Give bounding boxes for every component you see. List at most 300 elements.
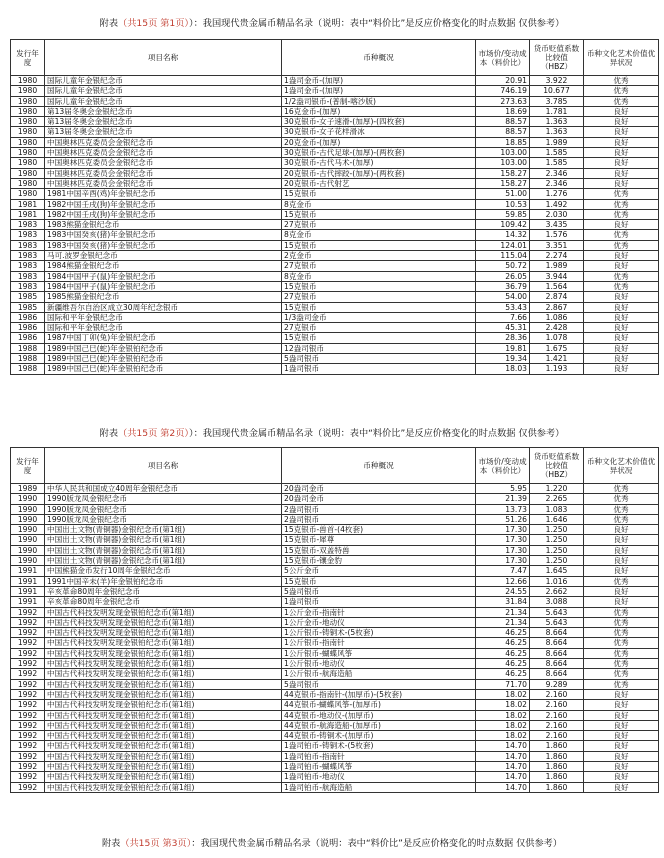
table-row <box>11 302 659 312</box>
cell-ratio: 59.85 <box>476 209 530 219</box>
cell-name: 中国古代科技发明发现金银铂纪念币(第1组) <box>45 700 282 710</box>
cell-year: 1988 <box>11 354 45 364</box>
cell-eval: 良好 <box>584 762 659 772</box>
cell-name: 1990版龙凤金银纪念币 <box>45 514 282 524</box>
table-row <box>11 127 659 137</box>
cell-eval: 优秀 <box>584 669 659 679</box>
cell-spec: 1盎司铂币-地动仪 <box>282 772 476 782</box>
cell-eval: 良好 <box>584 731 659 741</box>
caption-prefix: 附表 <box>101 838 121 849</box>
table-caption-page-3 <box>0 838 664 850</box>
cell-index: 1.989 <box>530 137 584 147</box>
cell-eval: 优秀 <box>584 281 659 291</box>
table-row <box>11 659 659 669</box>
cell-eval: 良好 <box>584 312 659 322</box>
cell-name: 1983中国癸亥(猪)年金银纪念币 <box>45 240 282 250</box>
cell-spec: 44克银币-地动仪-(加厚币) <box>282 710 476 720</box>
cell-spec: 12盎司银币 <box>282 343 476 353</box>
cell-name: 中国古代科技发明发现金银铂纪念币(第1组) <box>45 751 282 761</box>
cell-spec: 1盎司金币-(加厚) <box>282 86 476 96</box>
header-spec: 币种概况 <box>282 40 476 76</box>
cell-eval: 优秀 <box>584 514 659 524</box>
caption-page-info: （共15页 第1页） <box>118 18 189 29</box>
cell-year: 1992 <box>11 772 45 782</box>
cell-spec: 20克银币-古代摔跤-(加厚)-(两枚套) <box>282 168 476 178</box>
caption-title: ）：我国现代贵金属币精品名录（说明：表中“料价比”是反应价格变化的时点数据 仅供参考） <box>189 18 565 29</box>
cell-ratio: 36.79 <box>476 281 530 291</box>
cell-ratio: 5.95 <box>476 484 530 494</box>
table-row <box>11 220 659 230</box>
cell-name: 1989中国己巳(蛇)年金银铂纪念币 <box>45 343 282 353</box>
cell-index: 1.363 <box>530 127 584 137</box>
header-index: 货币贬值系数比较值（HBZ） <box>530 448 584 484</box>
cell-index: 10.677 <box>530 86 584 96</box>
table-row <box>11 86 659 96</box>
cell-ratio: 103.00 <box>476 158 530 168</box>
cell-name: 中国古代科技发明发现金银铂纪念币(第1组) <box>45 617 282 627</box>
cell-spec: 1盎司铂币-铸铜术-(5枚套) <box>282 741 476 751</box>
cell-name: 1984熊猫金银纪念币 <box>45 261 282 271</box>
table-row <box>11 762 659 772</box>
cell-ratio: 18.02 <box>476 720 530 730</box>
cell-ratio: 14.32 <box>476 230 530 240</box>
cell-year: 1990 <box>11 504 45 514</box>
cell-eval: 优秀 <box>584 628 659 638</box>
cell-name: 第13届冬奥会金银纪念币 <box>45 117 282 127</box>
cell-eval: 优秀 <box>584 679 659 689</box>
cell-spec: 15克银币-双盖特兽 <box>282 545 476 555</box>
cell-year: 1988 <box>11 343 45 353</box>
cell-year: 1992 <box>11 741 45 751</box>
cell-year: 1980 <box>11 106 45 116</box>
table-row <box>11 168 659 178</box>
cell-name: 中国奥林匹克委员会金银纪念币 <box>45 158 282 168</box>
cell-eval: 优秀 <box>584 271 659 281</box>
cell-eval: 良好 <box>584 323 659 333</box>
cell-spec: 27克银币 <box>282 261 476 271</box>
cell-index: 1.646 <box>530 514 584 524</box>
cell-year: 1992 <box>11 617 45 627</box>
table-row <box>11 240 659 250</box>
table-row <box>11 504 659 514</box>
cell-index: 2.160 <box>530 710 584 720</box>
cell-index: 9.289 <box>530 679 584 689</box>
cell-year: 1983 <box>11 281 45 291</box>
cell-spec: 30克银币-古代足球-(加厚)-(两枚套) <box>282 148 476 158</box>
cell-spec: 1盎司金币-(加厚) <box>282 76 476 86</box>
cell-name: 中国古代科技发明发现金银铂纪念币(第1组) <box>45 720 282 730</box>
table-row <box>11 617 659 627</box>
cell-eval: 良好 <box>584 168 659 178</box>
caption-title: ）：我国现代贵金属币精品名录（说明：表中“料价比”是反应价格变化的时点数据 仅供参考） <box>189 428 565 439</box>
table-row <box>11 178 659 188</box>
cell-index: 1.220 <box>530 484 584 494</box>
cell-index: 1.675 <box>530 343 584 353</box>
caption-prefix: 附表 <box>99 428 119 439</box>
table-row <box>11 148 659 158</box>
cell-name: 中国古代科技发明发现金银铂纪念币(第1组) <box>45 762 282 772</box>
cell-ratio: 20.91 <box>476 76 530 86</box>
cell-spec: 2盎司银币 <box>282 514 476 524</box>
cell-eval: 优秀 <box>584 576 659 586</box>
cell-year: 1980 <box>11 117 45 127</box>
cell-year: 1991 <box>11 597 45 607</box>
table-row <box>11 96 659 106</box>
cell-spec: 5盎司银币 <box>282 586 476 596</box>
cell-ratio: 10.53 <box>476 199 530 209</box>
cell-year: 1992 <box>11 659 45 669</box>
cell-name: 国际和平年金银纪念币 <box>45 323 282 333</box>
cell-year: 1992 <box>11 731 45 741</box>
cell-eval: 优秀 <box>584 199 659 209</box>
cell-index: 1.193 <box>530 364 584 374</box>
cell-spec: 44克银币-指南针-(加厚币)-(5枚套) <box>282 689 476 699</box>
table-row <box>11 638 659 648</box>
cell-ratio: 14.70 <box>476 751 530 761</box>
cell-ratio: 17.30 <box>476 525 530 535</box>
header-year: 发行年度 <box>11 448 45 484</box>
cell-eval: 良好 <box>584 782 659 792</box>
table-row <box>11 323 659 333</box>
cell-eval: 良好 <box>584 333 659 343</box>
cell-name: 1981中国辛酉(鸡)年金银纪念币 <box>45 189 282 199</box>
cell-eval: 优秀 <box>584 96 659 106</box>
cell-name: 中国出土文物(青铜器)金银纪念币(第1组) <box>45 545 282 555</box>
cell-name: 辛亥革命80周年金银纪念币 <box>45 586 282 596</box>
cell-year: 1980 <box>11 86 45 96</box>
cell-ratio: 31.84 <box>476 597 530 607</box>
cell-name: 1991中国辛未(羊)年金银铂纪念币 <box>45 576 282 586</box>
cell-spec: 44克银币-蝴蝶风筝-(加厚币) <box>282 700 476 710</box>
cell-eval: 良好 <box>584 137 659 147</box>
cell-index: 2.265 <box>530 494 584 504</box>
table-row <box>11 782 659 792</box>
cell-index: 2.160 <box>530 700 584 710</box>
cell-ratio: 53.43 <box>476 302 530 312</box>
cell-ratio: 50.72 <box>476 261 530 271</box>
cell-eval: 良好 <box>584 220 659 230</box>
cell-ratio: 14.70 <box>476 772 530 782</box>
header-name: 项目名称 <box>45 40 282 76</box>
cell-ratio: 17.30 <box>476 556 530 566</box>
cell-ratio: 124.01 <box>476 240 530 250</box>
table-row <box>11 292 659 302</box>
cell-ratio: 51.26 <box>476 514 530 524</box>
cell-eval: 优秀 <box>584 209 659 219</box>
cell-name: 中华人民共和国成立40周年金银纪念币 <box>45 484 282 494</box>
cell-index: 3.922 <box>530 76 584 86</box>
cell-year: 1992 <box>11 648 45 658</box>
cell-index: 2.346 <box>530 168 584 178</box>
cell-ratio: 158.27 <box>476 168 530 178</box>
cell-name: 中国古代科技发明发现金银铂纪念币(第1组) <box>45 607 282 617</box>
cell-index: 1.781 <box>530 106 584 116</box>
cell-index: 1.860 <box>530 741 584 751</box>
cell-year: 1992 <box>11 700 45 710</box>
cell-index: 2.274 <box>530 251 584 261</box>
cell-ratio: 14.70 <box>476 762 530 772</box>
cell-spec: 2盎司银币 <box>282 504 476 514</box>
cell-ratio: 17.30 <box>476 535 530 545</box>
cell-name: 1984中国甲子(鼠)年金银纪念币 <box>45 271 282 281</box>
cell-ratio: 109.42 <box>476 220 530 230</box>
cell-eval: 良好 <box>584 261 659 271</box>
cell-name: 1985熊猫金银纪念币 <box>45 292 282 302</box>
table-row <box>11 628 659 638</box>
cell-ratio: 13.73 <box>476 504 530 514</box>
cell-index: 8.664 <box>530 648 584 658</box>
table-row <box>11 76 659 86</box>
cell-name: 中国熊猫金币发行10周年金银纪念币 <box>45 566 282 576</box>
cell-spec: 5公斤金币 <box>282 566 476 576</box>
cell-index: 8.664 <box>530 628 584 638</box>
cell-eval: 良好 <box>584 251 659 261</box>
cell-eval: 优秀 <box>584 607 659 617</box>
caption-prefix: 附表 <box>99 18 119 29</box>
cell-index: 1.086 <box>530 312 584 322</box>
table-row <box>11 106 659 116</box>
table-row <box>11 137 659 147</box>
cell-year: 1992 <box>11 710 45 720</box>
cell-spec: 1/2盎司银币-(普制-喀沙版) <box>282 96 476 106</box>
cell-year: 1990 <box>11 514 45 524</box>
cell-eval: 优秀 <box>584 648 659 658</box>
table-row <box>11 576 659 586</box>
cell-eval: 良好 <box>584 710 659 720</box>
cell-ratio: 7.66 <box>476 312 530 322</box>
cell-name: 1983熊猫金银纪念币 <box>45 220 282 230</box>
cell-spec: 15克银币-镶金豹 <box>282 556 476 566</box>
cell-name: 中国古代科技发明发现金银铂纪念币(第1组) <box>45 679 282 689</box>
cell-index: 1.585 <box>530 158 584 168</box>
cell-ratio: 19.34 <box>476 354 530 364</box>
cell-eval: 良好 <box>584 525 659 535</box>
table-row <box>11 525 659 535</box>
cell-year: 1991 <box>11 566 45 576</box>
cell-eval: 良好 <box>584 545 659 555</box>
cell-year: 1990 <box>11 535 45 545</box>
cell-index: 8.664 <box>530 669 584 679</box>
cell-ratio: 45.31 <box>476 323 530 333</box>
cell-year: 1981 <box>11 209 45 219</box>
cell-ratio: 18.03 <box>476 364 530 374</box>
cell-eval: 优秀 <box>584 638 659 648</box>
cell-index: 2.160 <box>530 720 584 730</box>
cell-index: 3.944 <box>530 271 584 281</box>
cell-index: 8.664 <box>530 638 584 648</box>
cell-ratio: 7.47 <box>476 566 530 576</box>
cell-year: 1983 <box>11 220 45 230</box>
table-row <box>11 364 659 374</box>
cell-eval: 良好 <box>584 720 659 730</box>
cell-index: 1.250 <box>530 545 584 555</box>
cell-index: 2.160 <box>530 689 584 699</box>
cell-eval: 优秀 <box>584 494 659 504</box>
cell-spec: 1公斤银币-地动仪 <box>282 659 476 669</box>
cell-name: 中国古代科技发明发现金银铂纪念币(第1组) <box>45 772 282 782</box>
header-ratio: 市场价/变动成本（料价比） <box>476 40 530 76</box>
table-row <box>11 772 659 782</box>
cell-ratio: 12.66 <box>476 576 530 586</box>
cell-ratio: 71.70 <box>476 679 530 689</box>
header-index: 货币贬值系数比较值（HBZ） <box>530 40 584 76</box>
cell-ratio: 18.69 <box>476 106 530 116</box>
table-row <box>11 261 659 271</box>
cell-name: 国际儿童年金银纪念币 <box>45 76 282 86</box>
header-eval: 币种文化艺术价值优异状况 <box>584 40 659 76</box>
cell-index: 1.083 <box>530 504 584 514</box>
table-row <box>11 545 659 555</box>
cell-index: 2.160 <box>530 731 584 741</box>
cell-spec: 44克银币-航海造船-(加厚币) <box>282 720 476 730</box>
cell-year: 1983 <box>11 251 45 261</box>
cell-ratio: 24.55 <box>476 586 530 596</box>
cell-spec: 8克金币 <box>282 199 476 209</box>
cell-year: 1988 <box>11 364 45 374</box>
cell-spec: 5盎司银币 <box>282 679 476 689</box>
cell-spec: 1/3盎司金币 <box>282 312 476 322</box>
cell-spec: 1盎司铂币-指南针 <box>282 751 476 761</box>
cell-spec: 15克银币-犀尊 <box>282 535 476 545</box>
cell-year: 1992 <box>11 751 45 761</box>
cell-eval: 良好 <box>584 106 659 116</box>
cell-ratio: 46.25 <box>476 659 530 669</box>
cell-index: 3.351 <box>530 240 584 250</box>
cell-name: 中国古代科技发明发现金银铂纪念币(第1组) <box>45 638 282 648</box>
cell-year: 1992 <box>11 689 45 699</box>
cell-index: 1.860 <box>530 772 584 782</box>
table-row <box>11 669 659 679</box>
cell-spec: 1公斤金币-地动仪 <box>282 617 476 627</box>
table-row <box>11 586 659 596</box>
cell-name: 第13届冬奥会金银纪念币 <box>45 106 282 116</box>
cell-index: 1.645 <box>530 566 584 576</box>
table-row <box>11 189 659 199</box>
cell-spec: 15克银币 <box>282 281 476 291</box>
table-row <box>11 333 659 343</box>
cell-ratio: 88.57 <box>476 117 530 127</box>
cell-name: 中国奥林匹克委员会金银纪念币 <box>45 168 282 178</box>
cell-year: 1992 <box>11 607 45 617</box>
cell-index: 1.564 <box>530 281 584 291</box>
cell-year: 1990 <box>11 525 45 535</box>
cell-year: 1990 <box>11 556 45 566</box>
cell-name: 国际和平年金银纪念币 <box>45 312 282 322</box>
caption-page-info: （共15页 第2页） <box>118 428 189 439</box>
cell-index: 1.421 <box>530 354 584 364</box>
cell-index: 1.860 <box>530 751 584 761</box>
cell-eval: 良好 <box>584 741 659 751</box>
cell-eval: 良好 <box>584 751 659 761</box>
cell-ratio: 88.57 <box>476 127 530 137</box>
cell-name: 中国出土文物(青铜器)金银纪念币(第1组) <box>45 535 282 545</box>
cell-spec: 20克金币-(加厚) <box>282 137 476 147</box>
cell-year: 1986 <box>11 333 45 343</box>
cell-year: 1986 <box>11 312 45 322</box>
cell-name: 辛亥革命80周年金银纪念币 <box>45 597 282 607</box>
cell-name: 1989中国己巳(蛇)年金银铂纪念币 <box>45 364 282 374</box>
cell-ratio: 21.34 <box>476 617 530 627</box>
cell-index: 2.662 <box>530 586 584 596</box>
cell-ratio: 17.30 <box>476 545 530 555</box>
cell-year: 1980 <box>11 168 45 178</box>
cell-eval: 良好 <box>584 364 659 374</box>
cell-spec: 15克银币 <box>282 576 476 586</box>
cell-spec: 8克金币 <box>282 271 476 281</box>
cell-name: 1984中国甲子(鼠)年金银纪念币 <box>45 281 282 291</box>
cell-index: 5.643 <box>530 617 584 627</box>
cell-eval: 优秀 <box>584 240 659 250</box>
cell-year: 1980 <box>11 127 45 137</box>
cell-eval: 良好 <box>584 597 659 607</box>
cell-year: 1981 <box>11 199 45 209</box>
cell-year: 1990 <box>11 494 45 504</box>
cell-index: 3.785 <box>530 96 584 106</box>
cell-eval: 优秀 <box>584 86 659 96</box>
cell-ratio: 46.25 <box>476 648 530 658</box>
cell-name: 1990版龙凤金银纪念币 <box>45 494 282 504</box>
cell-spec: 30克银币-古代马术-(加厚) <box>282 158 476 168</box>
cell-spec: 1公斤银币-铸铜术-(5枚套) <box>282 628 476 638</box>
header-name: 项目名称 <box>45 448 282 484</box>
cell-spec: 15克银币 <box>282 209 476 219</box>
cell-year: 1983 <box>11 240 45 250</box>
cell-name: 中国古代科技发明发现金银铂纪念币(第1组) <box>45 710 282 720</box>
cell-ratio: 46.25 <box>476 628 530 638</box>
table-row <box>11 209 659 219</box>
header-year: 发行年度 <box>11 40 45 76</box>
header-ratio: 市场价/变动成本（料价比） <box>476 448 530 484</box>
cell-ratio: 51.00 <box>476 189 530 199</box>
cell-eval: 优秀 <box>584 504 659 514</box>
cell-spec: 1公斤银币-蝴蝶风筝 <box>282 648 476 658</box>
cell-name: 中国古代科技发明发现金银铂纪念币(第1组) <box>45 628 282 638</box>
table-row <box>11 251 659 261</box>
cell-year: 1980 <box>11 158 45 168</box>
cell-eval: 良好 <box>584 586 659 596</box>
cell-name: 新疆维吾尔自治区成立30周年纪念银币 <box>45 302 282 312</box>
cell-ratio: 14.70 <box>476 741 530 751</box>
coin-table-page-1 <box>10 39 659 375</box>
cell-eval: 优秀 <box>584 76 659 86</box>
cell-eval: 良好 <box>584 127 659 137</box>
table-row <box>11 117 659 127</box>
table-row <box>11 230 659 240</box>
cell-ratio: 46.25 <box>476 638 530 648</box>
cell-index: 2.874 <box>530 292 584 302</box>
table-row <box>11 751 659 761</box>
cell-year: 1986 <box>11 323 45 333</box>
cell-year: 1980 <box>11 96 45 106</box>
table-caption-page-1 <box>0 18 664 30</box>
cell-ratio: 28.36 <box>476 333 530 343</box>
cell-spec: 27克银币 <box>282 292 476 302</box>
table-row <box>11 741 659 751</box>
cell-eval: 良好 <box>584 772 659 782</box>
table-row <box>11 199 659 209</box>
cell-name: 中国古代科技发明发现金银铂纪念币(第1组) <box>45 731 282 741</box>
cell-name: 中国古代科技发明发现金银铂纪念币(第1组) <box>45 648 282 658</box>
header-eval: 币种文化艺术价值优异状况 <box>584 448 659 484</box>
cell-spec: 20盎司金币 <box>282 494 476 504</box>
cell-spec: 1公斤银币-航海造船 <box>282 669 476 679</box>
cell-ratio: 18.02 <box>476 731 530 741</box>
cell-name: 中国奥林匹克委员会金银纪念币 <box>45 148 282 158</box>
cell-spec: 5盎司银币 <box>282 354 476 364</box>
table-row <box>11 689 659 699</box>
cell-spec: 1盎司铂币-蝴蝶风筝 <box>282 762 476 772</box>
table-row <box>11 312 659 322</box>
